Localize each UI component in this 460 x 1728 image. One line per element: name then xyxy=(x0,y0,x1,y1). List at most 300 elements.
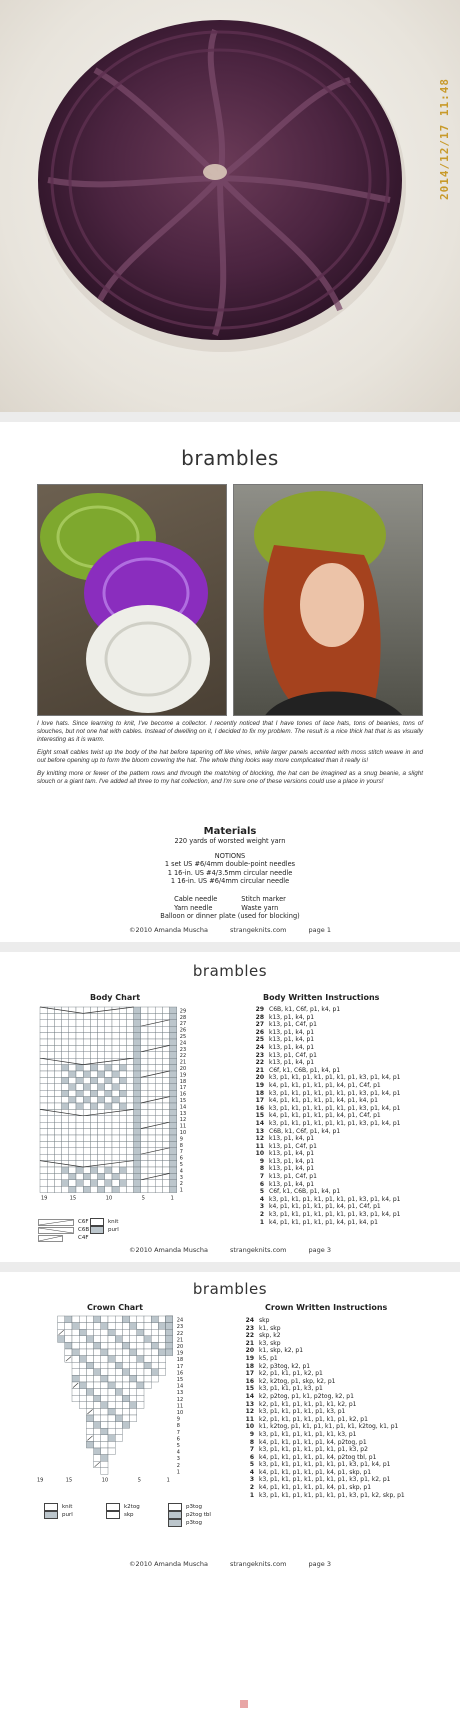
row-label: 2 xyxy=(179,1181,183,1188)
chart-cell xyxy=(40,1020,47,1026)
chart-cell xyxy=(98,1007,105,1013)
footer-website: strangeknits.com xyxy=(230,1560,287,1568)
chart-cell xyxy=(137,1349,144,1356)
row-number: 8 xyxy=(249,1438,254,1446)
chart-cell xyxy=(98,1045,105,1051)
instruction-row xyxy=(240,1332,405,1340)
row-number: 12 xyxy=(245,1408,254,1416)
row-number: 17 xyxy=(245,1370,254,1378)
chart-cell xyxy=(108,1362,115,1369)
chart-cell xyxy=(54,1141,61,1147)
chart-cell xyxy=(40,1065,47,1071)
chart-cell xyxy=(62,1020,69,1026)
row-number: 3 xyxy=(249,1476,254,1484)
chart-cell xyxy=(83,1154,90,1160)
chart-cell xyxy=(90,1180,97,1186)
chart-cell xyxy=(98,1077,105,1083)
chart-cell xyxy=(54,1039,61,1045)
page-separator xyxy=(0,1262,460,1272)
chart-cell xyxy=(148,1077,155,1083)
chart-cell xyxy=(83,1097,90,1103)
chart-cell xyxy=(62,1013,69,1019)
chart-cell xyxy=(112,1180,119,1186)
row-instruction: k2, p1, k1, p1, k1, p1, k1, p1, k2, p1 xyxy=(259,1415,368,1423)
chart-cell xyxy=(108,1375,115,1382)
chart-cell xyxy=(166,1316,173,1323)
legend-label: purl xyxy=(62,1512,73,1518)
chart-cell xyxy=(115,1349,122,1356)
chart-cell xyxy=(98,1013,105,1019)
chart-cell xyxy=(115,1435,122,1442)
chart-cell xyxy=(126,1033,133,1039)
instruction-row xyxy=(250,1120,400,1128)
legend-item xyxy=(44,1519,106,1527)
chart-cell xyxy=(137,1382,144,1389)
row-number: 15 xyxy=(255,1112,264,1120)
chart-cell xyxy=(62,1033,69,1039)
chart-cell xyxy=(83,1173,90,1179)
chart-cell xyxy=(155,1141,162,1147)
chart-cell xyxy=(54,1154,61,1160)
instruction-row xyxy=(240,1461,405,1469)
chart-cell xyxy=(122,1402,129,1409)
chart-cell xyxy=(134,1103,141,1109)
row-number: 14 xyxy=(255,1119,264,1127)
chart-cell xyxy=(90,1135,97,1141)
row-label: 9 xyxy=(176,1416,180,1423)
chart-cell xyxy=(40,1154,47,1160)
chart-cell xyxy=(137,1402,144,1409)
instruction-row xyxy=(240,1347,405,1355)
chart-cell xyxy=(170,1084,177,1090)
purl-swatch xyxy=(44,1511,58,1519)
column-label: 15 xyxy=(69,1195,77,1202)
chart-cell xyxy=(170,1058,177,1064)
legend-label: k2tog xyxy=(124,1504,140,1510)
row-label: 25 xyxy=(179,1034,187,1040)
three-berets-illustration xyxy=(38,485,227,716)
chart-cell xyxy=(141,1116,148,1122)
row-number: 25 xyxy=(255,1036,264,1044)
chart-cell xyxy=(122,1336,129,1343)
chart-cell xyxy=(115,1389,122,1396)
chart-cell xyxy=(148,1090,155,1096)
chart-cell xyxy=(151,1323,158,1330)
notions-heading: NOTIONS xyxy=(214,851,246,860)
chart-cell xyxy=(134,1026,141,1032)
chart-cell xyxy=(119,1148,126,1154)
chart-cell xyxy=(144,1382,151,1389)
chart-cell xyxy=(134,1071,141,1077)
chart-cell xyxy=(158,1316,165,1323)
chart-cell xyxy=(47,1090,54,1096)
chart-cell xyxy=(105,1167,112,1173)
row-number: 6 xyxy=(249,1453,254,1461)
row-number: 12 xyxy=(255,1135,264,1143)
chart-cell xyxy=(101,1389,108,1396)
intro-paragraph: I love hats. Since learning to knit, I've become a collector. I recently noticed that I have tones of lace hats, tons of beanies, tons of slouches, but not one hat with cables. Instead of dwelling on it, I decided to fix my problem. The result is a nice thick hat that is as visually interesting as it is warm. xyxy=(37,720,423,743)
chart-cell xyxy=(94,1422,101,1429)
chart-cell xyxy=(115,1323,122,1330)
row-number: 1 xyxy=(259,1218,264,1226)
row-instruction: k13, p1, C4f, p1 xyxy=(269,1142,317,1150)
chart-cell xyxy=(170,1180,177,1186)
row-instruction: k1, skp, k2, p1 xyxy=(259,1347,304,1355)
column-label: 15 xyxy=(65,1477,73,1484)
chart-cell xyxy=(83,1071,90,1077)
chart-cell xyxy=(130,1336,137,1343)
chart-cell xyxy=(134,1045,141,1051)
instruction-row xyxy=(250,1105,400,1113)
chart-cell xyxy=(62,1154,69,1160)
footer-page-number: page 3 xyxy=(308,1246,331,1254)
chart-cell xyxy=(112,1077,119,1083)
instruction-row xyxy=(250,1135,400,1143)
chart-cell xyxy=(101,1395,108,1402)
chart-cell xyxy=(122,1382,129,1389)
chart-cell xyxy=(98,1058,105,1064)
chart-cell xyxy=(94,1435,101,1442)
chart-cell xyxy=(155,1058,162,1064)
instruction-row xyxy=(250,1074,400,1082)
instruction-row xyxy=(250,1059,400,1067)
chart-cell xyxy=(86,1402,93,1409)
chart-cell xyxy=(98,1039,105,1045)
chart-cell xyxy=(126,1045,133,1051)
chart-cell xyxy=(101,1369,108,1376)
chart-cell xyxy=(155,1084,162,1090)
chart-cell xyxy=(134,1013,141,1019)
skp-swatch xyxy=(106,1511,120,1519)
chart-cell xyxy=(62,1167,69,1173)
chart-cell xyxy=(72,1342,79,1349)
chart-cell xyxy=(40,1071,47,1077)
row-label: 20 xyxy=(179,1066,187,1072)
chart-cell xyxy=(144,1356,151,1363)
chart-cell xyxy=(62,1052,69,1058)
legend-item xyxy=(38,1226,89,1234)
chart-cell xyxy=(170,1116,177,1122)
chart-cell xyxy=(122,1408,129,1415)
row-number: 8 xyxy=(259,1165,264,1173)
legend-label: skp xyxy=(124,1512,134,1518)
chart-cell xyxy=(119,1090,126,1096)
row-instruction: k3, p1, k1, p1, k3, p1 xyxy=(259,1385,323,1393)
chart-cell xyxy=(162,1161,169,1167)
chart-cell xyxy=(151,1362,158,1369)
chart-cell xyxy=(58,1336,65,1343)
chart-cell xyxy=(170,1129,177,1135)
chart-cell xyxy=(119,1135,126,1141)
chart-cell xyxy=(155,1065,162,1071)
chart-cell xyxy=(155,1052,162,1058)
chart-cell xyxy=(79,1356,86,1363)
chart-cell xyxy=(76,1148,83,1154)
footer-page-number: page 1 xyxy=(308,926,331,934)
c4f-symbol-icon xyxy=(38,1235,74,1242)
chart-cell xyxy=(126,1135,133,1141)
chart-cell xyxy=(119,1065,126,1071)
row-number: 18 xyxy=(245,1362,254,1370)
chart-cell xyxy=(162,1065,169,1071)
chart-cell xyxy=(108,1422,115,1429)
chart-cell xyxy=(162,1090,169,1096)
chart-cell xyxy=(119,1180,126,1186)
legend-label: C6F xyxy=(78,1219,89,1225)
chart-cell xyxy=(170,1135,177,1141)
chart-cell xyxy=(108,1448,115,1455)
instruction-row xyxy=(240,1340,405,1348)
chart-cell xyxy=(69,1013,76,1019)
legend-item xyxy=(44,1503,106,1511)
chart-cell xyxy=(83,1033,90,1039)
chart-cell xyxy=(62,1026,69,1032)
row-number: 18 xyxy=(255,1089,264,1097)
row-label: 28 xyxy=(179,1014,187,1021)
chart-cell xyxy=(101,1422,108,1429)
chart-cell xyxy=(170,1013,177,1019)
chart-cell xyxy=(119,1186,126,1192)
chart-cell xyxy=(126,1077,133,1083)
chart-cell xyxy=(134,1058,141,1064)
row-instruction: k2, p3tog, k2, p1 xyxy=(259,1362,311,1370)
chart-cell xyxy=(69,1122,76,1128)
chart-cell xyxy=(98,1180,105,1186)
instruction-row xyxy=(250,1014,400,1022)
instruction-row xyxy=(250,1052,400,1060)
chart-cell xyxy=(108,1356,115,1363)
chart-cell xyxy=(170,1186,177,1192)
chart-cell xyxy=(94,1349,101,1356)
chart-cell xyxy=(69,1180,76,1186)
chart-cell xyxy=(148,1026,155,1032)
chart-cell xyxy=(134,1020,141,1026)
chart-cell xyxy=(65,1342,72,1349)
chart-cell xyxy=(141,1013,148,1019)
chart-cell xyxy=(151,1356,158,1363)
chart-cell xyxy=(79,1316,86,1323)
chart-cell xyxy=(76,1173,83,1179)
chart-cell xyxy=(115,1336,122,1343)
chart-cell xyxy=(94,1395,101,1402)
chart-cell xyxy=(170,1033,177,1039)
chart-cell xyxy=(115,1428,122,1435)
chart-cell xyxy=(76,1097,83,1103)
chart-cell xyxy=(83,1167,90,1173)
chart-cell xyxy=(119,1033,126,1039)
chart-cell xyxy=(86,1356,93,1363)
materials-section xyxy=(37,826,423,921)
instruction-row xyxy=(240,1370,405,1378)
chart-cell xyxy=(108,1316,115,1323)
chart-cell xyxy=(119,1116,126,1122)
row-label: 10 xyxy=(179,1130,187,1136)
chart-cell xyxy=(90,1186,97,1192)
chart-cell xyxy=(119,1084,126,1090)
chart-cell xyxy=(119,1141,126,1147)
chart-cell xyxy=(83,1103,90,1109)
chart-cell xyxy=(83,1084,90,1090)
chart-cell xyxy=(65,1316,72,1323)
chart-cell xyxy=(115,1395,122,1402)
row-instruction: k3, p1, k1, p1, k1, p1, k1, p1, k3, p1, k4, p1 xyxy=(269,1119,401,1127)
chart-cell xyxy=(62,1065,69,1071)
chart-cell xyxy=(101,1402,108,1409)
chart-cell xyxy=(162,1103,169,1109)
chart-cell xyxy=(54,1116,61,1122)
chart-cell xyxy=(155,1007,162,1013)
row-label: 20 xyxy=(176,1344,184,1350)
chart-cell xyxy=(105,1154,112,1160)
chart-cell xyxy=(126,1065,133,1071)
row-label: 15 xyxy=(176,1377,184,1383)
chart-cell xyxy=(98,1033,105,1039)
chart-cell xyxy=(47,1116,54,1122)
row-number: 23 xyxy=(255,1051,264,1059)
chart-cell xyxy=(166,1342,173,1349)
row-label: 18 xyxy=(179,1078,187,1085)
chart-cell xyxy=(122,1415,129,1422)
chart-cell xyxy=(162,1186,169,1192)
row-instruction: k3, p1, k1, p1, k1, p1, k1, p1, k3, p2 xyxy=(259,1446,368,1454)
chart-cell xyxy=(47,1071,54,1077)
chart-cell xyxy=(134,1039,141,1045)
chart-cell xyxy=(108,1402,115,1409)
instruction-row xyxy=(250,1128,400,1136)
notion-item: Yarn needle xyxy=(174,903,213,912)
row-instruction: k13, p1, k4, p1 xyxy=(269,1013,315,1021)
chart-cell xyxy=(40,1167,47,1173)
chart-cell xyxy=(108,1369,115,1376)
chart-cell xyxy=(86,1415,93,1422)
row-instruction: k4, p1, k1, p1, k1, p1, k4, p1, k4, p1 xyxy=(269,1218,378,1226)
instruction-row xyxy=(240,1378,405,1386)
chart-cell xyxy=(119,1097,126,1103)
page1-footer xyxy=(0,926,460,934)
row-label: 7 xyxy=(179,1149,183,1156)
chart-cell xyxy=(134,1033,141,1039)
row-label: 9 xyxy=(179,1136,183,1143)
chart-cell xyxy=(151,1316,158,1323)
row-instruction: k3, p1, k1, p1, k1, p1, k1, p1, k3, p1, k4, p1 xyxy=(269,1089,401,1097)
chart-cell xyxy=(54,1122,61,1128)
chart-cell xyxy=(155,1090,162,1096)
chart-cell xyxy=(119,1077,126,1083)
instruction-row xyxy=(250,1188,400,1196)
chart-cell xyxy=(62,1135,69,1141)
chart-cell xyxy=(69,1039,76,1045)
chart-cell xyxy=(65,1329,72,1336)
instruction-row xyxy=(250,1211,400,1219)
chart-cell xyxy=(115,1382,122,1389)
chart-cell xyxy=(94,1356,101,1363)
chart-cell xyxy=(40,1135,47,1141)
chart-cell xyxy=(108,1323,115,1330)
chart-cell xyxy=(69,1116,76,1122)
chart-cell xyxy=(148,1058,155,1064)
row-instruction: k2, p1, k1, p1, k1, p1, k1, k2, p1 xyxy=(259,1400,357,1408)
yarn-requirement: 220 yards of worsted weight yarn xyxy=(174,837,286,845)
row-instruction: k4, p1, k1, p1, k1, p1, k4, p1, k4, p1 xyxy=(269,1097,378,1105)
row-instruction: skp xyxy=(259,1317,270,1324)
chart-cell xyxy=(134,1180,141,1186)
chart-cell xyxy=(79,1382,86,1389)
chart-cell xyxy=(148,1039,155,1045)
chart-cell xyxy=(148,1007,155,1013)
chart-cell xyxy=(115,1402,122,1409)
page4-title-text: brambles xyxy=(192,1280,268,1298)
cable-legend xyxy=(38,1218,89,1242)
chart-cell xyxy=(115,1369,122,1376)
materials-heading: Materials xyxy=(203,826,257,837)
footer-website: strangeknits.com xyxy=(230,1246,287,1254)
legend-item xyxy=(90,1218,119,1226)
chart-cell xyxy=(141,1180,148,1186)
chart-cell xyxy=(166,1349,173,1356)
chart-cell xyxy=(144,1342,151,1349)
chart-cell xyxy=(155,1135,162,1141)
instruction-row xyxy=(240,1469,405,1477)
chart-cell xyxy=(141,1109,148,1115)
chart-cell xyxy=(69,1148,76,1154)
chart-cell xyxy=(94,1389,101,1396)
chart-cell xyxy=(134,1173,141,1179)
chart-cell xyxy=(137,1342,144,1349)
chart-cell xyxy=(90,1097,97,1103)
chart-cell xyxy=(141,1033,148,1039)
row-label: 3 xyxy=(179,1174,183,1181)
chart-cell xyxy=(122,1323,129,1330)
chart-cell xyxy=(115,1422,122,1429)
chart-cell xyxy=(144,1336,151,1343)
chart-cell xyxy=(98,1026,105,1032)
row-number: 9 xyxy=(259,1157,264,1165)
chart-cell xyxy=(86,1382,93,1389)
column-label: 10 xyxy=(101,1477,109,1484)
chart-cell xyxy=(144,1375,151,1382)
chart-cell xyxy=(40,1090,47,1096)
chart-cell xyxy=(86,1349,93,1356)
chart-cell xyxy=(90,1090,97,1096)
chart-cell xyxy=(112,1052,119,1058)
row-label: 13 xyxy=(176,1390,184,1397)
chart-cell xyxy=(90,1013,97,1019)
row-instruction: k3, p1, k1, p1, k1, p1, k1, p1, k3, p1, k4, p1 xyxy=(269,1104,401,1112)
row-label: 24 xyxy=(176,1317,184,1324)
chart-cell xyxy=(130,1316,137,1323)
row-instruction: C6f, k1, C6B, p1, k4, p1 xyxy=(269,1066,341,1074)
chart-cell xyxy=(158,1336,165,1343)
chart-cell xyxy=(86,1395,93,1402)
chart-cell xyxy=(69,1103,76,1109)
chart-cell xyxy=(115,1415,122,1422)
instruction-row xyxy=(250,1143,400,1151)
chart-cell xyxy=(69,1052,76,1058)
chart-cell xyxy=(86,1323,93,1330)
chart-cell xyxy=(76,1020,83,1026)
row-instruction: k13, p1, k4, p1 xyxy=(269,1165,315,1173)
chart-cell xyxy=(119,1071,126,1077)
chart-cell xyxy=(76,1186,83,1192)
row-instruction: k3, p1, k1, p1, k1, p1, k1, p1, k3, p1, k4, p1 xyxy=(269,1211,401,1219)
chart-cell xyxy=(105,1045,112,1051)
chart-cell xyxy=(76,1077,83,1083)
chart-cell xyxy=(151,1342,158,1349)
row-number: 23 xyxy=(245,1324,254,1332)
chart-cell xyxy=(40,1148,47,1154)
instruction-row xyxy=(250,1112,400,1120)
chart-cell xyxy=(148,1084,155,1090)
